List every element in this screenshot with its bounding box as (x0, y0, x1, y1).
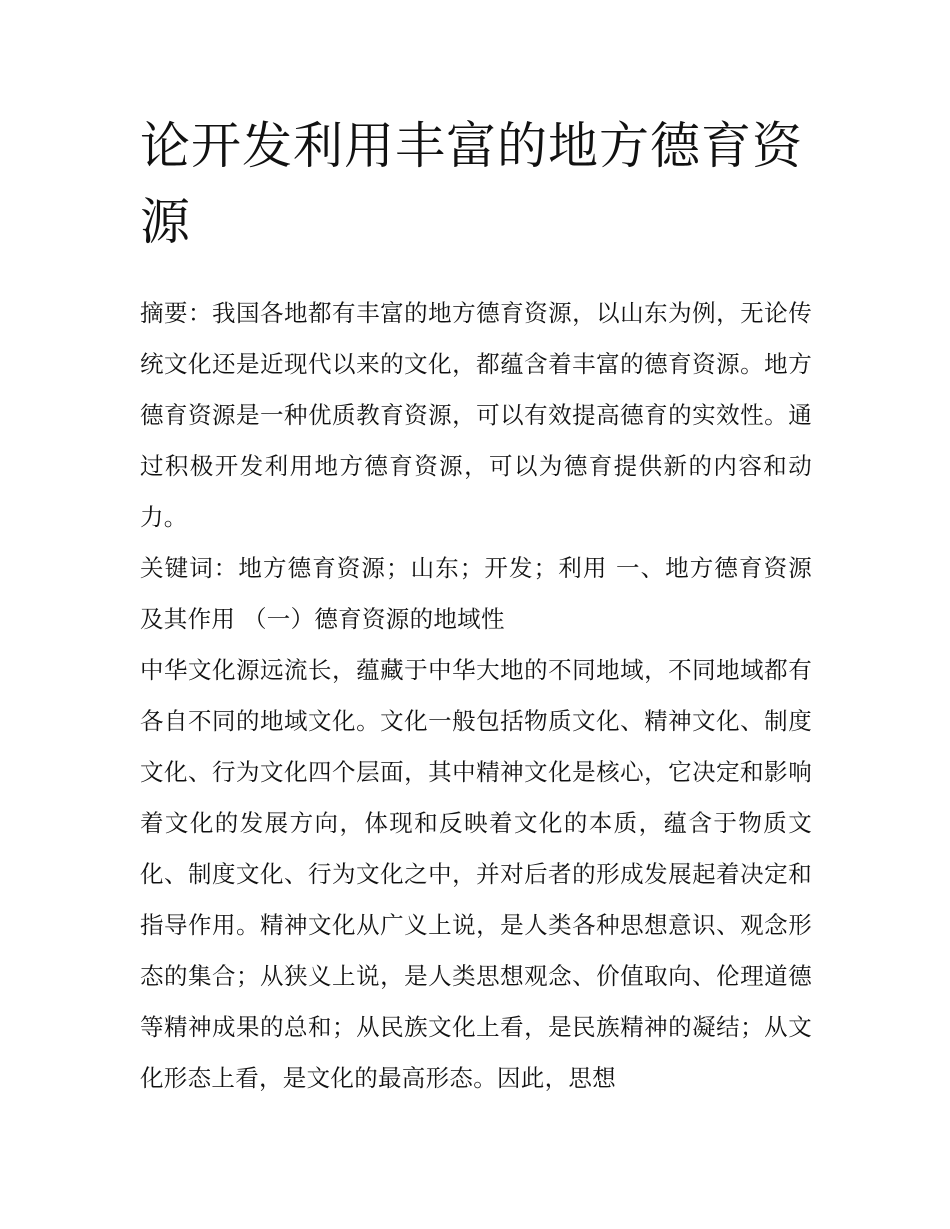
abstract-paragraph: 摘要：我国各地都有丰富的地方德育资源，以山东为例，无论传统文化还是近现代以来的文化，都蕴含着丰富的德育资源。地方德育资源是一种优质教育资源，可以有效提高德育的实效性。通过积极开发利用地方德育资源，可以为德育提供新的内容和动力。 (140, 299, 812, 531)
body-paragraph: 中华文化源远流长，蕴藏于中华大地的不同地域，不同地域都有各自不同的地域文化。文化一般包括物质文化、精神文化、制度文化、行为文化四个层面，其中精神文化是核心，它决定和影响着文化的发展方向，体现和反映着文化的本质，蕴含于物质文化、制度文化、行为文化之中，并对后者的形成发展起着决定和指导作用。精神文化从广义上说，是人类各种思想意识、观念形态的集合；从狭义上说，是人类思想观念、价值取向、伦理道德等精神成果的总和；从民族文化上看，是民族精神的凝结；从文化形态上看，是文化的最高形态。因此，思想 (140, 656, 812, 1092)
keywords-paragraph: 关键词：地方德育资源；山东；开发；利用 一、地方德育资源及其作用 （一）德育资源的地域性 (140, 554, 812, 633)
document-title: 论开发利用丰富的地方德育资源 (140, 117, 803, 251)
document-page (140, 108, 812, 1104)
